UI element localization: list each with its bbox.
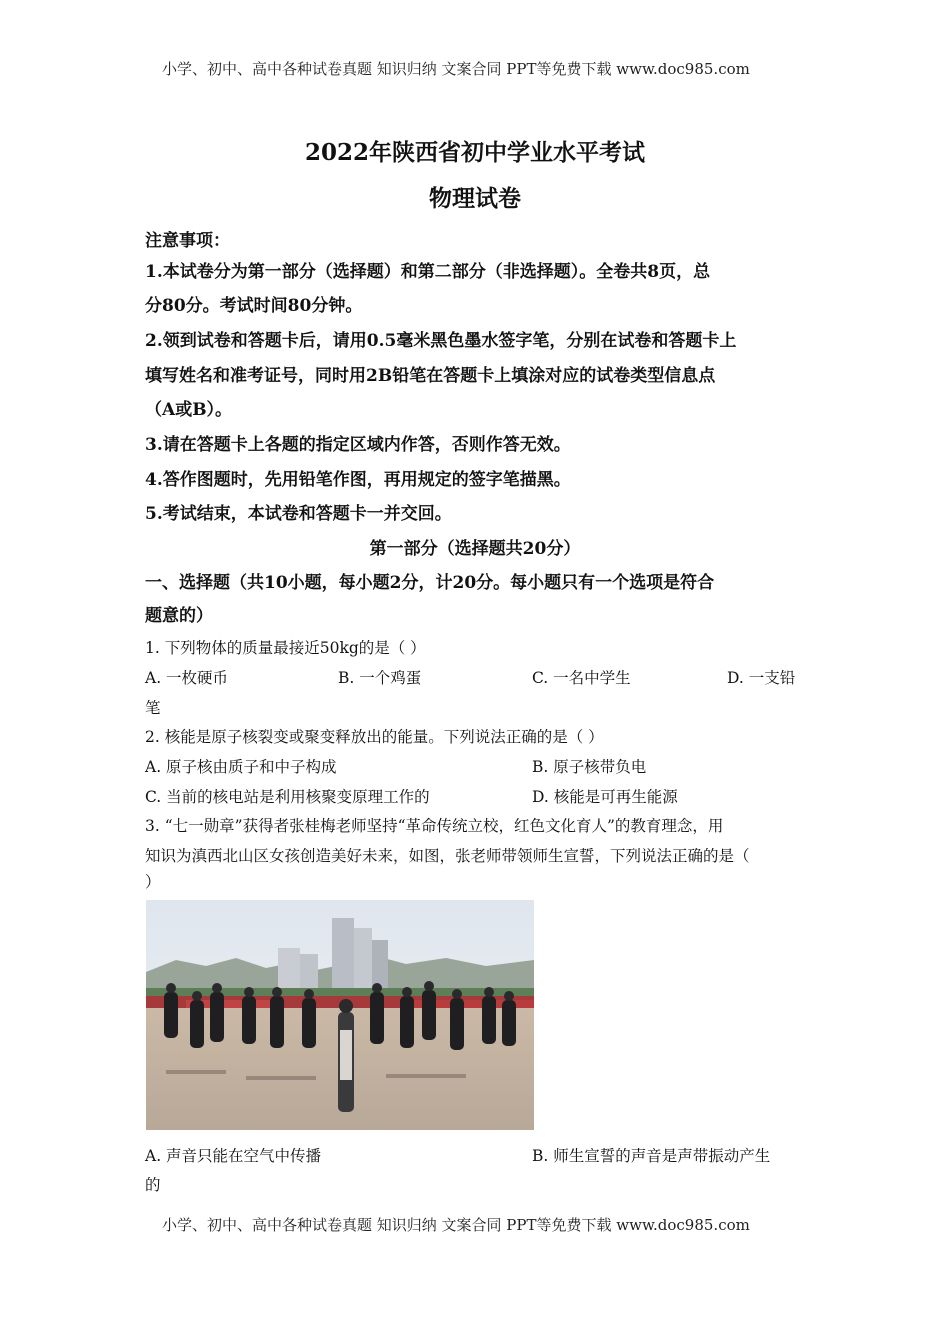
q2-option-b: B. 原子核带负电 — [532, 758, 647, 776]
q3-option-b: B. 师生宣誓的声音是声带振动产生 — [532, 1147, 771, 1165]
question-1-stem: 1. 下列物体的质量最接近50kg的是（ ） — [145, 639, 426, 657]
notice-line: 1.本试卷分为第一部分（选择题）和第二部分（非选择题）。全卷共8页，总 — [145, 262, 711, 282]
exam-subtitle: 物理试卷 — [429, 185, 521, 212]
notice-line: （A或B）。 — [145, 400, 233, 420]
notice-line: 5.考试结束，本试卷和答题卡一并交回。 — [145, 504, 452, 524]
notice-line: 2.领到试卷和答题卡后，请用0.5毫米黑色墨水签字笔，分别在试卷和答题卡上 — [145, 331, 737, 351]
q1-option-b: B. 一个鸡蛋 — [338, 669, 422, 687]
q1-option-c: C. 一名中学生 — [532, 669, 631, 687]
notice-line: 分80分。考试时间80分钟。 — [145, 296, 363, 316]
section-heading: 一、选择题（共10小题，每小题2分，计20分。每小题只有一个选项是符合 — [145, 573, 715, 593]
notice-line: 填写姓名和准考证号，同时用2B铅笔在答题卡上填涂对应的试卷类型信息点 — [145, 366, 716, 386]
question-3-stem-end: ） — [145, 873, 161, 891]
q2-option-c: C. 当前的核电站是利用核聚变原理工作的 — [145, 788, 430, 806]
question-3-stem-cont: 知识为滇西北山区女孩创造美好未来，如图，张老师带领师生宣誓，下列说法正确的是（ — [145, 847, 750, 865]
section-heading-cont: 题意的） — [145, 606, 213, 626]
question-2-stem: 2. 核能是原子核裂变或聚变释放出的能量。下列说法正确的是（ ） — [145, 728, 604, 746]
part1-heading: 第一部分（选择题共20分） — [369, 539, 581, 559]
q3-option-a: A. 声音只能在空气中传播 — [145, 1147, 322, 1165]
q2-option-a: A. 原子核由质子和中子构成 — [145, 758, 337, 776]
notice-line: 3.请在答题卡上各题的指定区域内作答，否则作答无效。 — [145, 435, 571, 455]
page-footer: 小学、初中、高中各种试卷真题 知识归纳 文案合同 PPT等免费下载 www.doc985.com — [162, 1216, 750, 1234]
notice-heading: 注意事项： — [145, 231, 230, 251]
question-3-stem: 3. “七一勋章”获得者张桂梅老师坚持“革命传统立校，红色文化育人”的教育理念，用 — [145, 817, 724, 835]
q1-option-d-cont: 笔 — [145, 699, 161, 717]
oath-ceremony-photo — [146, 900, 534, 1130]
q2-option-d: D. 核能是可再生能源 — [532, 788, 678, 806]
q1-option-d: D. 一支铅 — [727, 669, 796, 687]
page-header: 小学、初中、高中各种试卷真题 知识归纳 文案合同 PPT等免费下载 www.doc985.com — [162, 60, 750, 78]
q3-option-b-cont: 的 — [145, 1176, 161, 1194]
exam-title: 2022年陕西省初中学业水平考试 — [304, 139, 645, 166]
notice-line: 4.答作图题时，先用铅笔作图，再用规定的签字笔描黑。 — [145, 470, 571, 490]
q1-option-a: A. 一枚硬币 — [145, 669, 229, 687]
